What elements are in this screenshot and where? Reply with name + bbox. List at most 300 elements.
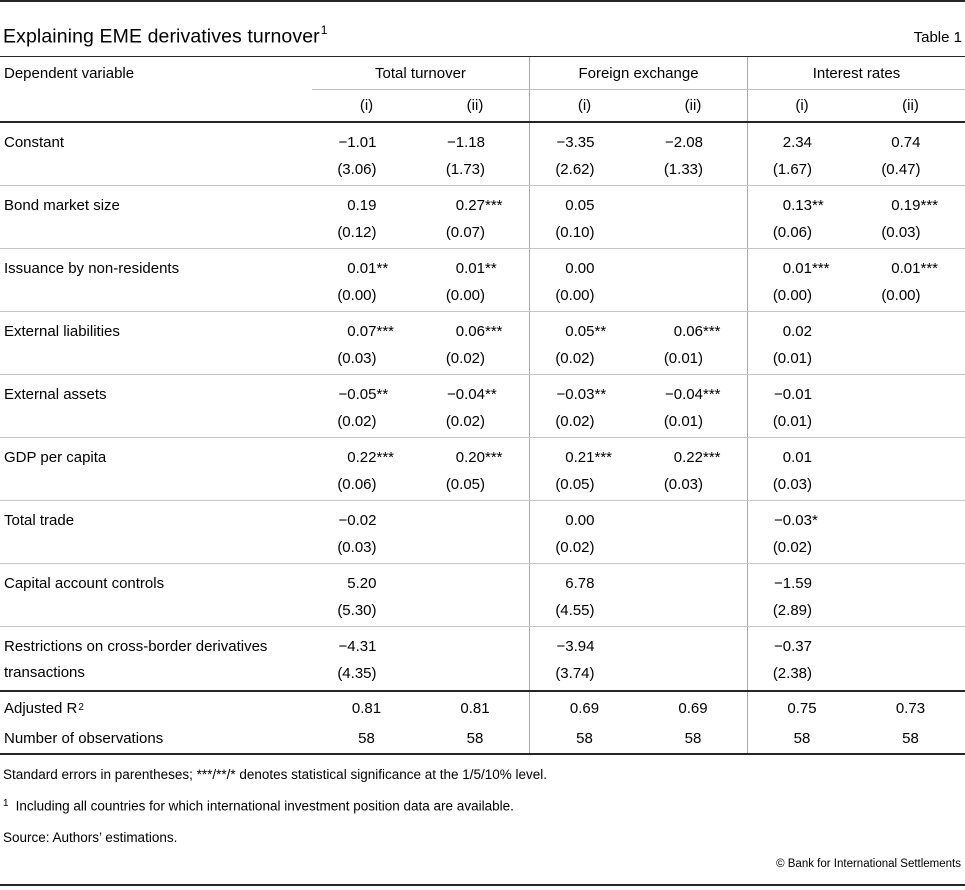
standard-error-value [530,598,639,625]
se-spacer [485,283,509,310]
se-spacer [377,157,401,184]
row-label: Bond market size [4,197,120,214]
coef-number: 0.19 [891,197,921,214]
standard-error-value [312,346,421,373]
stats-row-label [0,724,312,753]
coefficient-value [639,130,747,157]
coefficient-value [856,508,965,535]
significance-stars [595,193,619,220]
significance-stars: ** [376,260,389,277]
stats-value-cell: 0.75 [747,692,856,724]
coef-number: −1.18 [447,134,485,151]
coefficient-cell [529,312,639,374]
significance-stars [812,571,836,598]
coef-number: 0.74 [891,134,921,151]
coefficient-cell [747,186,856,248]
coef-number: −0.01 [774,386,812,403]
standard-error-value [856,409,965,436]
coefficient-value [639,508,747,535]
significance-stars [812,130,836,157]
se-number: (2.62) [555,161,595,178]
stats-row [0,724,965,753]
se-number: (0.01) [772,413,812,430]
se-number: (0.00) [881,287,921,304]
spec-header-ir-i: (i) [747,90,856,121]
se-number: (4.55) [555,602,595,619]
coefficient-cell [529,627,639,690]
se-spacer [595,598,619,625]
se-number: (3.06) [337,161,377,178]
standard-error-value [312,472,421,499]
coefficient-value [312,634,421,661]
se-spacer [595,157,619,184]
coef-number: −1.01 [338,134,377,151]
significance-stars [595,634,619,661]
significance-stars: ** [594,323,607,340]
stats-value-cell: 58 [466,730,484,747]
se-number: (0.10) [555,224,595,241]
se-spacer [377,283,401,310]
coefficient-cell [312,438,421,500]
title-footnote-marker: 1 [320,22,328,37]
coefficient-value [748,193,856,220]
se-spacer [377,661,401,688]
coefficient-value [530,319,639,346]
coefficient-value [530,256,639,283]
significance-stars: *** [920,260,939,277]
standard-error-value [530,661,639,688]
coef-number: −0.04 [665,386,703,403]
table-row [0,186,965,249]
standard-error-value [312,220,421,247]
coef-number: 0.01 [347,260,377,277]
se-number: (0.05) [445,476,485,493]
se-spacer [595,472,619,499]
dependent-variable-header: Dependent variable [4,65,135,82]
se-number: (2.89) [772,602,812,619]
se-spacer [812,157,836,184]
standard-error-value [639,661,747,688]
significance-stars [595,571,619,598]
row-label: Capital account controls [4,575,165,592]
coef-number: 0.20 [455,449,485,466]
stats-value-cell: 0.69 [529,692,639,724]
se-spacer [377,598,401,625]
standard-error-value [530,283,639,310]
se-spacer [812,661,836,688]
standard-error-value [312,661,421,688]
significance-stars [377,634,401,661]
coef-number: −0.03 [774,512,812,529]
standard-error-value [639,220,747,247]
se-spacer [812,472,836,499]
stats-label-text: Adjusted R [4,699,78,717]
spec-header-spacer [0,90,312,121]
se-number: (0.02) [555,413,595,430]
se-spacer [595,283,619,310]
coefficient-value [312,319,421,346]
significance-stars: ** [376,386,389,403]
coef-number: 0.27 [455,197,485,214]
se-spacer [812,535,836,562]
coefficient-cell [747,375,856,437]
coefficient-value [312,193,421,220]
significance-stars [812,319,836,346]
coefficient-cell [529,438,639,500]
page-title-text: Explaining EME derivatives turnover [3,25,320,47]
standard-error-value [312,598,421,625]
coefficient-value [312,508,421,535]
coefficient-value [530,130,639,157]
standard-error-value [856,661,965,688]
se-number: (0.02) [445,413,485,430]
se-number: (0.00) [337,287,377,304]
se-number: (1.33) [663,161,703,178]
spec-header-ir-ii: (ii) [902,97,919,114]
standard-error-value [856,346,965,373]
coef-number: 0.00 [565,260,595,277]
se-spacer [485,157,509,184]
standard-error-value [748,346,856,373]
significance-stars: *** [485,323,503,340]
spec-header-row [0,90,965,123]
standard-error-value [639,283,747,310]
copyright-line: © Bank for International Settlements [776,857,961,870]
se-spacer [485,346,509,373]
standard-error-value [421,535,529,562]
significance-stars [377,130,401,157]
coefficient-value [530,382,639,409]
coef-number: −4.31 [338,638,377,655]
se-spacer [377,220,401,247]
coefficient-cell [421,501,529,563]
standard-error-value [856,220,965,247]
coefficient-value [856,319,965,346]
se-spacer [485,220,509,247]
stats-value-cell: 0.69 [678,699,708,717]
coefficient-value [421,571,529,598]
standard-error-value [856,472,965,499]
se-spacer [595,346,619,373]
coefficient-cell [856,123,965,185]
standard-error-value [421,598,529,625]
se-number: (0.02) [555,350,595,367]
coefficient-cell [639,375,747,437]
coefficient-value [856,130,965,157]
coefficient-cell [856,312,965,374]
coefficient-value [748,508,856,535]
coef-number: 0.06 [673,323,703,340]
significance-stars [595,508,619,535]
coefficient-cell [312,627,421,690]
standard-error-value [312,283,421,310]
coefficient-cell [856,564,965,626]
coef-number: 2.34 [782,134,812,151]
coef-number: −0.04 [447,386,485,403]
se-spacer [595,409,619,436]
coefficient-cell [421,312,529,374]
se-number: (0.06) [337,476,377,493]
coefficient-cell [421,627,529,690]
row-label: External assets [4,386,107,403]
coefficient-cell [529,123,639,185]
significance-stars: *** [703,323,721,340]
coef-number: −0.02 [338,512,377,529]
standard-error-value [856,283,965,310]
coefficient-value [530,571,639,598]
coef-number: −2.08 [665,134,703,151]
coefficient-cell [312,375,421,437]
coef-number: −1.59 [774,575,812,592]
stats-value-cell: 58 [684,730,702,747]
coefficient-cell [639,123,747,185]
significance-stars: *** [376,449,395,466]
se-number: (0.02) [772,539,812,556]
stats-value-cell: 0.81 [460,699,490,717]
coefficient-value [530,193,639,220]
significance-stars: *** [485,197,503,214]
coefficient-cell [421,249,529,311]
coefficient-cell [856,186,965,248]
source-line: Source: Authors’ estimations. [3,829,178,845]
significance-stars: * [812,512,818,529]
coef-number: 5.20 [347,575,377,592]
coefficient-cell [747,501,856,563]
row-label: Constant [4,134,65,151]
se-number: (5.30) [337,602,377,619]
coefficient-cell [312,501,421,563]
coefficient-value [639,319,747,346]
group-header-interest-rates: Interest rates [747,57,965,90]
standard-error-value [748,409,856,436]
se-spacer [921,157,945,184]
standard-error-value [421,283,529,310]
coef-number: −3.35 [556,134,595,151]
standard-error-value [748,157,856,184]
se-number: (0.01) [772,350,812,367]
coefficient-cell [529,564,639,626]
significance-stars: *** [703,449,721,466]
coefficient-cell [747,312,856,374]
coefficient-value [639,571,747,598]
coefficient-value [856,634,965,661]
coefficient-cell [856,438,965,500]
footnote-1 [3,797,962,814]
standard-error-value [856,157,965,184]
standard-error-value [748,661,856,688]
table-row [0,438,965,501]
se-spacer [812,409,836,436]
stats-block [0,690,965,755]
standard-error-value [421,472,529,499]
coefficient-cell [421,375,529,437]
significance-stars: ** [594,386,607,403]
significance-stars [595,130,619,157]
stats-value-cell: 58 [747,724,856,753]
coefficient-value [639,193,747,220]
coefficient-value [421,445,529,472]
coef-number: 0.01 [891,260,921,277]
standard-error-value [421,220,529,247]
coefficient-cell [747,438,856,500]
se-number: (0.03) [337,539,377,556]
table-row [0,627,965,690]
group-header-foreign-exchange: Foreign exchange [529,57,747,90]
coefficient-cell [856,249,965,311]
significance-stars: *** [485,449,503,466]
coef-number: 0.05 [565,323,595,340]
coef-number: −0.37 [774,638,812,655]
coefficient-cell [747,123,856,185]
se-spacer [377,346,401,373]
se-number: (0.00) [772,287,812,304]
table-body [0,123,965,690]
coef-number: 0.06 [455,323,485,340]
standard-error-value [639,598,747,625]
table-row [0,123,965,186]
coefficient-cell [639,186,747,248]
se-number: (0.00) [555,287,595,304]
row-label: GDP per capita [4,449,107,466]
standard-error-value [748,283,856,310]
se-number: (0.07) [445,224,485,241]
coef-number: 0.19 [347,197,377,214]
coefficient-value [312,382,421,409]
coefficient-value [748,130,856,157]
se-spacer [595,220,619,247]
coef-number: 0.22 [347,449,377,466]
coefficient-value [312,130,421,157]
coefficient-value [639,256,747,283]
significance-stars: *** [812,260,830,277]
coefficient-cell [856,375,965,437]
row-label: Issuance by non-residents [4,260,180,277]
stats-row-label [0,692,312,724]
se-number: (0.03) [772,476,812,493]
coefficient-value [312,571,421,598]
standard-error-value [856,598,965,625]
page-title [3,24,327,49]
stats-value-cell: 58 [529,724,639,753]
se-number: (0.03) [663,476,703,493]
se-spacer [812,220,836,247]
se-spacer [377,535,401,562]
significance-stars: ** [485,260,497,277]
se-spacer [377,409,401,436]
standard-error-value [639,472,747,499]
stats-label-superscript: 2 [78,701,84,713]
standard-error-value [421,346,529,373]
coefficient-value [421,130,529,157]
se-spacer [485,409,509,436]
coefficient-cell [312,123,421,185]
coefficient-cell [747,627,856,690]
coefficient-value [530,634,639,661]
se-spacer [595,661,619,688]
stats-label-text: Number of observations [4,730,164,747]
standard-error-value [421,157,529,184]
coefficient-cell [312,564,421,626]
stats-value-cell: 0.81 [351,699,382,717]
standard-error-value [530,346,639,373]
coefficient-value [421,193,529,220]
coefficient-cell [312,312,421,374]
se-spacer [812,346,836,373]
coefficient-value [312,256,421,283]
spec-header-tt-ii: (ii) [466,97,484,114]
coefficient-cell [529,375,639,437]
spec-header-fx-i: (i) [529,90,639,121]
standard-error-value [748,598,856,625]
se-number: (2.38) [772,665,812,682]
coefficient-value [748,319,856,346]
standard-error-value [748,535,856,562]
standard-error-value [421,409,529,436]
significance-stars: ** [485,386,497,403]
coefficient-cell [529,186,639,248]
significance-stars [485,130,509,157]
coefficient-value [421,508,529,535]
se-number: (1.73) [445,161,485,178]
significance-stars [595,256,619,283]
coefficient-value [421,256,529,283]
coef-number: 0.01 [782,260,812,277]
group-header-total-turnover: Total turnover [312,57,529,90]
coefficient-cell [639,312,747,374]
se-number: (0.03) [881,224,921,241]
group-header-row [0,57,965,90]
se-spacer [703,157,727,184]
coef-number: 0.07 [347,323,377,340]
coefficient-cell [639,501,747,563]
coefficient-cell [312,249,421,311]
table-row [0,312,965,375]
se-number: (4.35) [337,665,377,682]
significance-note: Standard errors in parentheses; ***/**/* denotes statistical significance at the 1/5/10% level. [3,767,548,782]
row-label: External liabilities [4,323,120,340]
coefficient-value [312,445,421,472]
stats-value-cell: 58 [358,730,375,747]
standard-error-value [856,535,965,562]
se-spacer [595,535,619,562]
se-number: (0.47) [881,161,921,178]
se-number: (0.12) [337,224,377,241]
coefficient-cell [421,564,529,626]
table-row [0,501,965,564]
coefficient-value [748,256,856,283]
significance-stars [921,130,945,157]
coefficient-cell [639,438,747,500]
coefficient-cell [312,186,421,248]
coefficient-value [856,571,965,598]
spec-header-fx-ii: (ii) [684,97,702,114]
coef-number: 0.13 [782,197,812,214]
coefficient-cell [421,438,529,500]
coefficient-value [421,319,529,346]
title-bar [0,2,965,57]
row-label: Restrictions on cross-border derivatives transactions [4,638,268,681]
standard-error-value [312,157,421,184]
coef-number: 0.00 [565,512,595,529]
standard-error-value [639,346,747,373]
coefficient-value [856,382,965,409]
significance-stars [703,130,727,157]
significance-stars [377,508,401,535]
coefficient-value [421,382,529,409]
coefficient-value [639,382,747,409]
se-spacer [812,283,836,310]
table-footer [0,767,965,870]
